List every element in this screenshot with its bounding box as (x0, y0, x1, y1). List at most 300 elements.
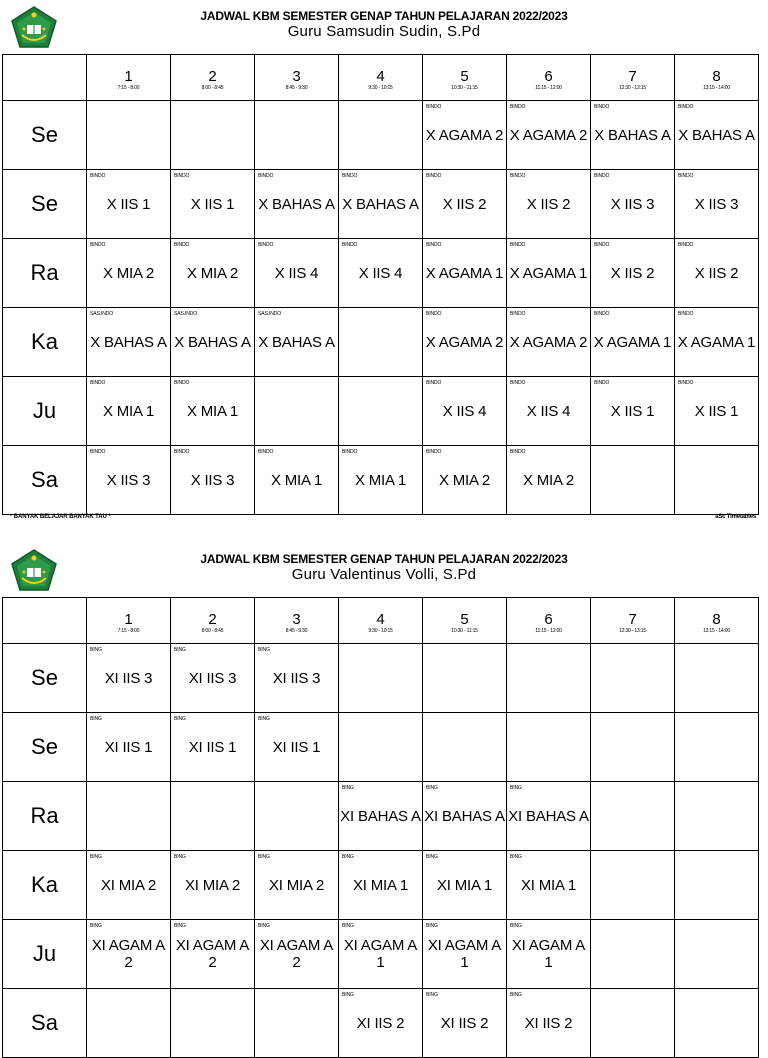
lesson-cell (255, 308, 339, 377)
footer-motto: * BANYAK BELAJAR BANYAK TAU * (10, 514, 111, 520)
class-name: X AGAMA 2 (509, 126, 588, 144)
subject-code: BING (426, 923, 438, 929)
day-label: Sa (31, 1010, 58, 1035)
day-row (3, 239, 759, 308)
subject-code: BING (258, 854, 270, 860)
day-cell (3, 851, 87, 920)
lesson-cell (675, 101, 759, 170)
class-name: X MIA 2 (102, 264, 155, 282)
lesson-cell (171, 446, 255, 515)
day-row (3, 170, 759, 239)
lesson-cell (171, 851, 255, 920)
class-name: X MIA 2 (438, 471, 491, 489)
class-name: X IIS 1 (106, 195, 151, 213)
lesson-cell (87, 989, 171, 1058)
class-name: X IIS 3 (610, 195, 655, 213)
lesson-cell (423, 446, 507, 515)
lesson-cell (423, 782, 507, 851)
period-time: 9:30 - 10:15 (368, 628, 393, 634)
period-number: 1 (124, 68, 133, 85)
day-label: Ju (32, 941, 57, 966)
day-cell (3, 920, 87, 989)
class-name: X AGAMA 2 (509, 333, 588, 351)
class-name: XI AGAM A 2 (175, 937, 250, 971)
subject-code: BINDO (678, 311, 694, 317)
subject-code: BINDO (90, 449, 106, 455)
class-name: X AGAMA 1 (509, 264, 588, 282)
lesson-cell (591, 446, 675, 515)
period-time: 7:15 - 8:00 (117, 85, 140, 91)
subject-code: BINDO (258, 449, 274, 455)
subject-code: BINDO (594, 104, 610, 110)
period-number: 7 (628, 611, 637, 628)
lesson-cell (255, 170, 339, 239)
subject-code: BING (90, 854, 102, 860)
day-row (3, 377, 759, 446)
lesson-cell (255, 644, 339, 713)
period-header (255, 55, 339, 101)
class-name: X AGAMA 1 (425, 264, 504, 282)
day-cell (3, 308, 87, 377)
class-name: XI IIS 2 (356, 1014, 405, 1032)
lesson-cell (87, 713, 171, 782)
period-time: 9:30 - 10:15 (368, 85, 393, 91)
lesson-cell (423, 308, 507, 377)
class-name: X IIS 4 (442, 402, 487, 420)
class-name: X BAHAS A (258, 195, 335, 213)
lesson-cell (675, 644, 759, 713)
lesson-cell (339, 101, 423, 170)
class-name: X AGAMA 1 (677, 333, 756, 351)
lesson-cell (507, 989, 591, 1058)
subject-code: BING (90, 923, 102, 929)
lesson-cell (255, 239, 339, 308)
period-header (87, 55, 171, 101)
period-number: 5 (460, 68, 469, 85)
period-number: 3 (292, 611, 301, 628)
subject-code: BINDO (510, 173, 526, 179)
subject-code: BINDO (678, 242, 694, 248)
lesson-cell (255, 989, 339, 1058)
day-cell (3, 446, 87, 515)
subject-code: BINDO (510, 380, 526, 386)
subject-code: BING (510, 992, 522, 998)
class-name: X MIA 1 (354, 471, 407, 489)
lesson-cell (87, 920, 171, 989)
lesson-cell (87, 377, 171, 446)
class-name: XI IIS 1 (104, 738, 153, 756)
subject-code: BING (510, 785, 522, 791)
lesson-cell (255, 713, 339, 782)
day-row (3, 851, 759, 920)
class-name: XI AGAM A 1 (511, 937, 586, 971)
period-time: 10:30 - 11:15 (451, 628, 478, 634)
period-number: 3 (292, 68, 301, 85)
period-header (423, 55, 507, 101)
day-cell (3, 989, 87, 1058)
class-name: XI IIS 1 (272, 738, 321, 756)
lesson-cell (507, 713, 591, 782)
subject-code: BINDO (342, 242, 358, 248)
lesson-cell (171, 782, 255, 851)
day-row (3, 644, 759, 713)
period-number: 2 (208, 68, 217, 85)
period-header (339, 55, 423, 101)
class-name: X MIA 2 (186, 264, 239, 282)
lesson-cell (171, 101, 255, 170)
lesson-cell (171, 377, 255, 446)
lesson-cell (339, 851, 423, 920)
subject-code: SAS.INDO (174, 311, 198, 317)
page-title: JADWAL KBM SEMESTER GENAP TAHUN PELAJARAN 2022/2023 (200, 552, 568, 566)
day-label: Ra (30, 803, 59, 828)
lesson-cell (507, 644, 591, 713)
class-name: X IIS 3 (694, 195, 739, 213)
lesson-cell (339, 644, 423, 713)
subject-code: BING (426, 785, 438, 791)
subject-code: BING (258, 923, 270, 929)
period-time: 11:15 - 12:00 (535, 628, 562, 634)
lesson-cell (87, 239, 171, 308)
lesson-cell (171, 713, 255, 782)
subject-code: BINDO (258, 173, 274, 179)
lesson-cell (591, 377, 675, 446)
period-header (675, 55, 759, 101)
period-header (507, 55, 591, 101)
period-header (171, 598, 255, 644)
class-name: X AGAMA 2 (425, 333, 504, 351)
class-name: X IIS 4 (274, 264, 319, 282)
lesson-cell (675, 851, 759, 920)
lesson-cell (171, 170, 255, 239)
lesson-cell (423, 644, 507, 713)
class-name: XI IIS 2 (524, 1014, 573, 1032)
subject-code: BINDO (510, 242, 526, 248)
class-name: XI IIS 3 (188, 669, 237, 687)
day-row (3, 782, 759, 851)
subject-code: BING (90, 647, 102, 653)
lesson-cell (171, 644, 255, 713)
day-row (3, 713, 759, 782)
class-name: XI AGAM A 2 (259, 937, 334, 971)
class-name: X IIS 1 (610, 402, 655, 420)
subject-code: BING (342, 923, 354, 929)
subject-code: BING (174, 854, 186, 860)
period-header (591, 598, 675, 644)
day-row (3, 920, 759, 989)
period-time: 13:15 - 14:00 (703, 85, 730, 91)
period-time: 8:00 - 8:45 (201, 85, 224, 91)
period-time: 8:45 - 9:30 (285, 85, 308, 91)
lesson-cell (675, 170, 759, 239)
subject-code: SAS.INDO (90, 311, 114, 317)
lesson-cell (591, 989, 675, 1058)
class-name: XI BAHAS A (508, 807, 589, 825)
subject-code: BINDO (342, 173, 358, 179)
subject-code: BINDO (174, 449, 190, 455)
subject-code: BINDO (258, 242, 274, 248)
lesson-cell (87, 851, 171, 920)
subject-code: BING (426, 854, 438, 860)
period-header (507, 598, 591, 644)
day-row (3, 308, 759, 377)
lesson-cell (339, 170, 423, 239)
lesson-cell (423, 713, 507, 782)
lesson-cell (339, 989, 423, 1058)
class-name: XI IIS 1 (188, 738, 237, 756)
lesson-cell (87, 446, 171, 515)
subject-code: BINDO (510, 311, 526, 317)
class-name: X IIS 3 (190, 471, 235, 489)
teacher-name: Guru Valentinus Volli, S.Pd (291, 566, 477, 583)
lesson-cell (87, 170, 171, 239)
lesson-cell (591, 851, 675, 920)
class-name: XI BAHAS A (340, 807, 421, 825)
lesson-cell (591, 920, 675, 989)
subject-code: BING (342, 992, 354, 998)
class-name: X AGAMA 1 (593, 333, 672, 351)
subject-code: BINDO (426, 242, 442, 248)
lesson-cell (255, 377, 339, 446)
lesson-cell (675, 308, 759, 377)
period-time: 7:15 - 8:00 (117, 628, 140, 634)
day-label: Ju (32, 398, 57, 423)
lesson-cell (591, 101, 675, 170)
period-time: 8:45 - 9:30 (285, 628, 308, 634)
lesson-cell (591, 239, 675, 308)
class-name: XI MIA 2 (100, 876, 157, 894)
lesson-cell (339, 377, 423, 446)
day-row (3, 446, 759, 515)
class-name: X MIA 1 (102, 402, 155, 420)
lesson-cell (171, 920, 255, 989)
subject-code: BING (426, 992, 438, 998)
subject-code: BING (174, 647, 186, 653)
period-time: 10:30 - 11:15 (451, 85, 478, 91)
day-label: Se (31, 734, 58, 759)
lesson-cell (339, 713, 423, 782)
lesson-cell (255, 920, 339, 989)
subject-code: BINDO (174, 380, 190, 386)
subject-code: BINDO (594, 311, 610, 317)
class-name: X IIS 4 (526, 402, 571, 420)
subject-code: BINDO (510, 449, 526, 455)
lesson-cell (87, 644, 171, 713)
lesson-cell (507, 170, 591, 239)
lesson-cell (423, 101, 507, 170)
period-header (87, 598, 171, 644)
footer-generator: aSc Timetables (715, 514, 756, 520)
lesson-cell (87, 308, 171, 377)
period-number: 6 (544, 611, 553, 628)
lesson-cell (507, 308, 591, 377)
lesson-cell (339, 446, 423, 515)
class-name: X AGAMA 2 (425, 126, 504, 144)
lesson-cell (591, 644, 675, 713)
period-number: 5 (460, 611, 469, 628)
subject-code: BINDO (90, 242, 106, 248)
subject-code: BING (342, 854, 354, 860)
subject-code: BING (510, 854, 522, 860)
day-label: Se (31, 665, 58, 690)
class-name: XI AGAM A 2 (91, 937, 166, 971)
day-label: Sa (31, 467, 58, 492)
class-name: X IIS 2 (610, 264, 655, 282)
class-name: X MIA 2 (522, 471, 575, 489)
lesson-cell (507, 920, 591, 989)
period-header (675, 598, 759, 644)
lesson-cell (423, 377, 507, 446)
subject-code: BINDO (90, 380, 106, 386)
period-header-row (3, 598, 759, 644)
period-number: 7 (628, 68, 637, 85)
subject-code: BINDO (594, 242, 610, 248)
day-cell (3, 782, 87, 851)
lesson-cell (171, 239, 255, 308)
subject-code: BINDO (342, 449, 358, 455)
period-header (339, 598, 423, 644)
period-time: 12:30 - 13:15 (619, 85, 646, 91)
class-name: XI MIA 1 (520, 876, 577, 894)
lesson-cell (87, 782, 171, 851)
subject-code: BINDO (174, 242, 190, 248)
subject-code: BINDO (510, 104, 526, 110)
corner-cell (3, 55, 87, 101)
day-cell (3, 101, 87, 170)
subject-code: BING (342, 785, 354, 791)
day-row (3, 101, 759, 170)
lesson-cell (507, 101, 591, 170)
period-header (423, 598, 507, 644)
subject-code: BING (174, 923, 186, 929)
class-name: XI BAHAS A (424, 807, 505, 825)
period-header (591, 55, 675, 101)
class-name: X MIA 1 (270, 471, 323, 489)
lesson-cell (591, 713, 675, 782)
lesson-cell (423, 239, 507, 308)
lesson-cell (423, 170, 507, 239)
lesson-cell (255, 446, 339, 515)
class-name: X BAHAS A (174, 333, 251, 351)
subject-code: BINDO (678, 173, 694, 179)
class-name: X IIS 2 (694, 264, 739, 282)
class-name: X MIA 1 (186, 402, 239, 420)
day-label: Ra (30, 260, 59, 285)
day-cell (3, 644, 87, 713)
lesson-cell (255, 782, 339, 851)
subject-code: BING (258, 716, 270, 722)
class-name: X IIS 2 (526, 195, 571, 213)
class-name: XI AGAM A 1 (427, 937, 502, 971)
class-name: XI MIA 2 (184, 876, 241, 894)
lesson-cell (255, 851, 339, 920)
subject-code: BINDO (426, 104, 442, 110)
lesson-cell (675, 920, 759, 989)
timetable-grid (2, 597, 759, 1058)
class-name: XI IIS 2 (440, 1014, 489, 1032)
class-name: X BAHAS A (258, 333, 335, 351)
subject-code: BINDO (594, 173, 610, 179)
subject-code: BINDO (426, 311, 442, 317)
lesson-cell (255, 101, 339, 170)
class-name: XI MIA 2 (268, 876, 325, 894)
day-row (3, 989, 759, 1058)
subject-code: BING (510, 923, 522, 929)
subject-code: SAS.INDO (258, 311, 282, 317)
period-time: 13:15 - 14:00 (703, 628, 730, 634)
subject-code: BINDO (678, 104, 694, 110)
lesson-cell (591, 170, 675, 239)
lesson-cell (423, 920, 507, 989)
class-name: X BAHAS A (342, 195, 419, 213)
page-title: JADWAL KBM SEMESTER GENAP TAHUN PELAJARAN 2022/2023 (200, 9, 568, 23)
day-label: Se (31, 191, 58, 216)
period-time: 8:00 - 8:45 (201, 628, 224, 634)
lesson-cell (423, 851, 507, 920)
lesson-cell (675, 989, 759, 1058)
class-name: X IIS 1 (694, 402, 739, 420)
period-number: 8 (712, 611, 721, 628)
day-cell (3, 170, 87, 239)
subject-code: BING (90, 716, 102, 722)
lesson-cell (507, 239, 591, 308)
lesson-cell (675, 713, 759, 782)
period-header-row (3, 55, 759, 101)
day-label: Ka (31, 872, 58, 897)
lesson-cell (591, 308, 675, 377)
lesson-cell (675, 446, 759, 515)
period-header (255, 598, 339, 644)
period-header (171, 55, 255, 101)
period-number: 2 (208, 611, 217, 628)
corner-cell (3, 598, 87, 644)
period-number: 6 (544, 68, 553, 85)
lesson-cell (507, 851, 591, 920)
period-number: 4 (376, 68, 385, 85)
day-label: Se (31, 122, 58, 147)
lesson-cell (507, 377, 591, 446)
subject-code: BINDO (426, 380, 442, 386)
class-name: X BAHAS A (678, 126, 755, 144)
lesson-cell (171, 308, 255, 377)
teacher-name: Guru Samsudin Sudin, S.Pd (287, 23, 481, 40)
lesson-cell (339, 239, 423, 308)
day-cell (3, 713, 87, 782)
class-name: X BAHAS A (594, 126, 671, 144)
day-cell (3, 239, 87, 308)
lesson-cell (507, 782, 591, 851)
subject-code: BINDO (594, 380, 610, 386)
class-name: XI MIA 1 (352, 876, 409, 894)
lesson-cell (675, 377, 759, 446)
subject-code: BINDO (678, 380, 694, 386)
class-name: X IIS 2 (442, 195, 487, 213)
period-time: 12:30 - 13:15 (619, 628, 646, 634)
lesson-cell (423, 989, 507, 1058)
class-name: XI AGAM A 1 (343, 937, 418, 971)
subject-code: BINDO (426, 173, 442, 179)
class-name: X IIS 3 (106, 471, 151, 489)
period-time: 11:15 - 12:00 (535, 85, 562, 91)
lesson-cell (87, 101, 171, 170)
lesson-cell (339, 308, 423, 377)
subject-code: BING (258, 647, 270, 653)
subject-code: BINDO (174, 173, 190, 179)
lesson-cell (171, 989, 255, 1058)
class-name: X IIS 4 (358, 264, 403, 282)
class-name: X IIS 1 (190, 195, 235, 213)
class-name: XI IIS 3 (272, 669, 321, 687)
